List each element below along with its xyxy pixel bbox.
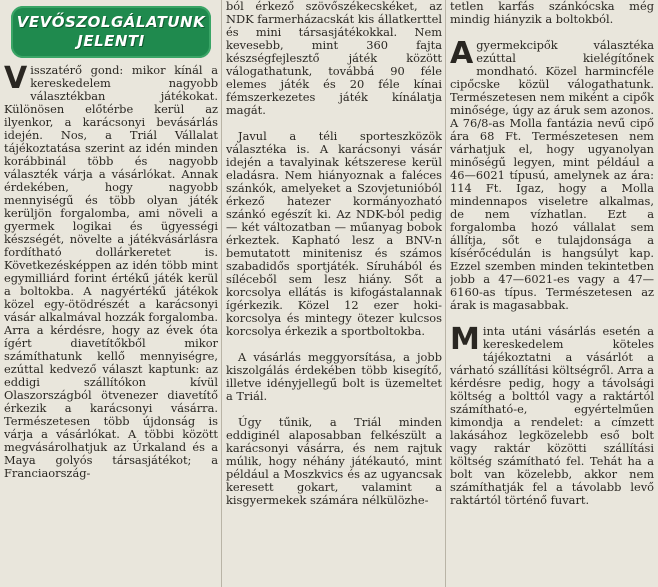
paragraph — [450, 36, 654, 312]
paragraph: tetlen karfás szánkócska még mindig hiányzik a boltokból. — [450, 0, 654, 26]
drop-cap: M — [450, 322, 480, 357]
article-column-1 — [4, 0, 218, 587]
column-title-line-1: VEVŐSZOLGÁLATUNK — [16, 13, 206, 31]
drop-cap: A — [450, 36, 474, 71]
lead-paragraph-text: isszatérő gond: mikor kínál a kereskedelem nagyobb választékban játékokat. Különösen előtérbe kerül az ilyenkor, a karácsonyi bevásárlás idején. Nos, a Triál Vállalat tájékoztatása szerint az idén minden korábbinál több és nagyobb választék várja a vásárlókat. Annak érdekében, hogy nagyobb mennyiségű és több olyan játék kerüljön forgalomba, ami növeli a gyermek logikai és ügyességi készségét, növelte a játékvásárlásra fordítható dollárkeretet is. Következésképpen az idén több mint egymilliárd forint értékű játék kerül a boltokba. A nagyértékű játékok közel egy-ötödrészét a karácsonyi vásár alkalmával hozzák forgalomba. Arra a kérdésre, hogy az évek óta ígért diavetítőkből mikor számíthatunk kellő mennyiségre, ezúttal kedvező választ kaptunk: az eddigi szállítókon kívül Olaszországból ötvenezer diavetítő érkezik a karácsonyi vásárra. Természetesen több újdonság is várja a vásárlókat. A többi között megvásárolhatjuk az Úrkaland és a Maya golyós társasjátékot; a Franciaország- — [4, 63, 218, 480]
paragraph: A vásárlás meggyorsítása, a jobb kiszolgálás érdekében több kisegítő, illetve idényjellegű bolt is üzemeltet a Triál. — [226, 350, 442, 403]
paragraph-text: gyermekcipők választéka ezúttal kielégítőnek mondható. Közel harmincféle cipőcske közül válogathatunk. Természetesen nem miként a cipők minősége, úgy az áruk sem azonos. A 76/8-as Molla fantázia nevű cipő ára 68 Ft. Természetesen nem várhatjuk el, hogy ugyanolyan minőségű legyen, mint például a 46—6021 típusú, amelynek az ára: 114 Ft. Igaz, hogy a Molla mindennapos viseletre alkalmas, de nem vízhatlan. Ezt a forgalomba hozó vállalat sem állítja, sőt e tulajdonsága a kísérőcédulán is hangsúlyt kap. Ezzel szemben minden tekintetben jobb a 47—6021-es vagy a 47—6160-as típus. Természetesen az árak is magasabbak. — [450, 38, 654, 312]
drop-cap: V — [4, 61, 28, 96]
paragraph: ból érkező szövőszékecskéket, az NDK farmerházacskát kis állatkerttel és mini társasjátékokkal. Nem kevesebb, mint 360 fajta készségfejlesztő játék között válogathatunk, továbbá 90 féle elemes játék és 20 féle kínai fémszerkezetes játék kínálatja magát. — [226, 0, 442, 117]
paragraph: Javul a téli sporteszközök választéka is. A karácsonyi vásár idején a tavalyinak kétszerese kerül eladásra. Nem hiányoznak a faléces szánkók, amelyeket a Szovjetunióból érkező hatezer kormányozható szánkó egészít ki. Az NDK-ból pedig — két változatban — műanyag bobok érkeztek. Kapható lesz a BNV-n bemutatott minitenisz és számos szabadidős sportjáték. Síruhából és síléceből sem lesz hiány. Sőt a korcsolya ellátás is kifogástalannak ígérkezik. Közel 12 ezer hoki-korcsolya és mintegy ötezer kulcsos korcsolya érkezik a sportboltokba. — [226, 129, 442, 338]
lead-paragraph — [4, 61, 218, 480]
article-column-2 — [226, 0, 442, 587]
paragraph: Úgy tűnik, a Triál minden eddiginél alaposabban felkészült a karácsonyi vásárra, és nem rajtuk múlik, hogy néhány játékautó, mint például a Moszkvics és az ugyancsak keresett gokart, valamint a kisgyermekek számára nélkülözhe- — [226, 415, 442, 507]
article-column-3 — [450, 0, 654, 587]
masthead — [4, 0, 218, 64]
column-rule-1 — [221, 0, 222, 587]
column-title-line-2: JELENTI — [77, 32, 145, 50]
paragraph-text: inta utáni vásárlás esetén a kereskedelem köteles tájékoztatni a vásárlót a várható szállítási költségről. Arra a kérdésre pedig, hogy a távolsági költség a bolttól vagy a raktártól számítható-e, egyértelműen kimondja a rendelet: a címzett lakásához legközelebb eső bolt vagy raktár közötti szállítási költség számítható fel. Tehát ha a bolt van közelebb, akkor nem számíthatják fel a távolabb levő raktártól történő fuvart. — [450, 324, 654, 507]
column-title-badge — [11, 6, 211, 58]
column-rule-2 — [445, 0, 446, 587]
paragraph — [450, 322, 654, 507]
